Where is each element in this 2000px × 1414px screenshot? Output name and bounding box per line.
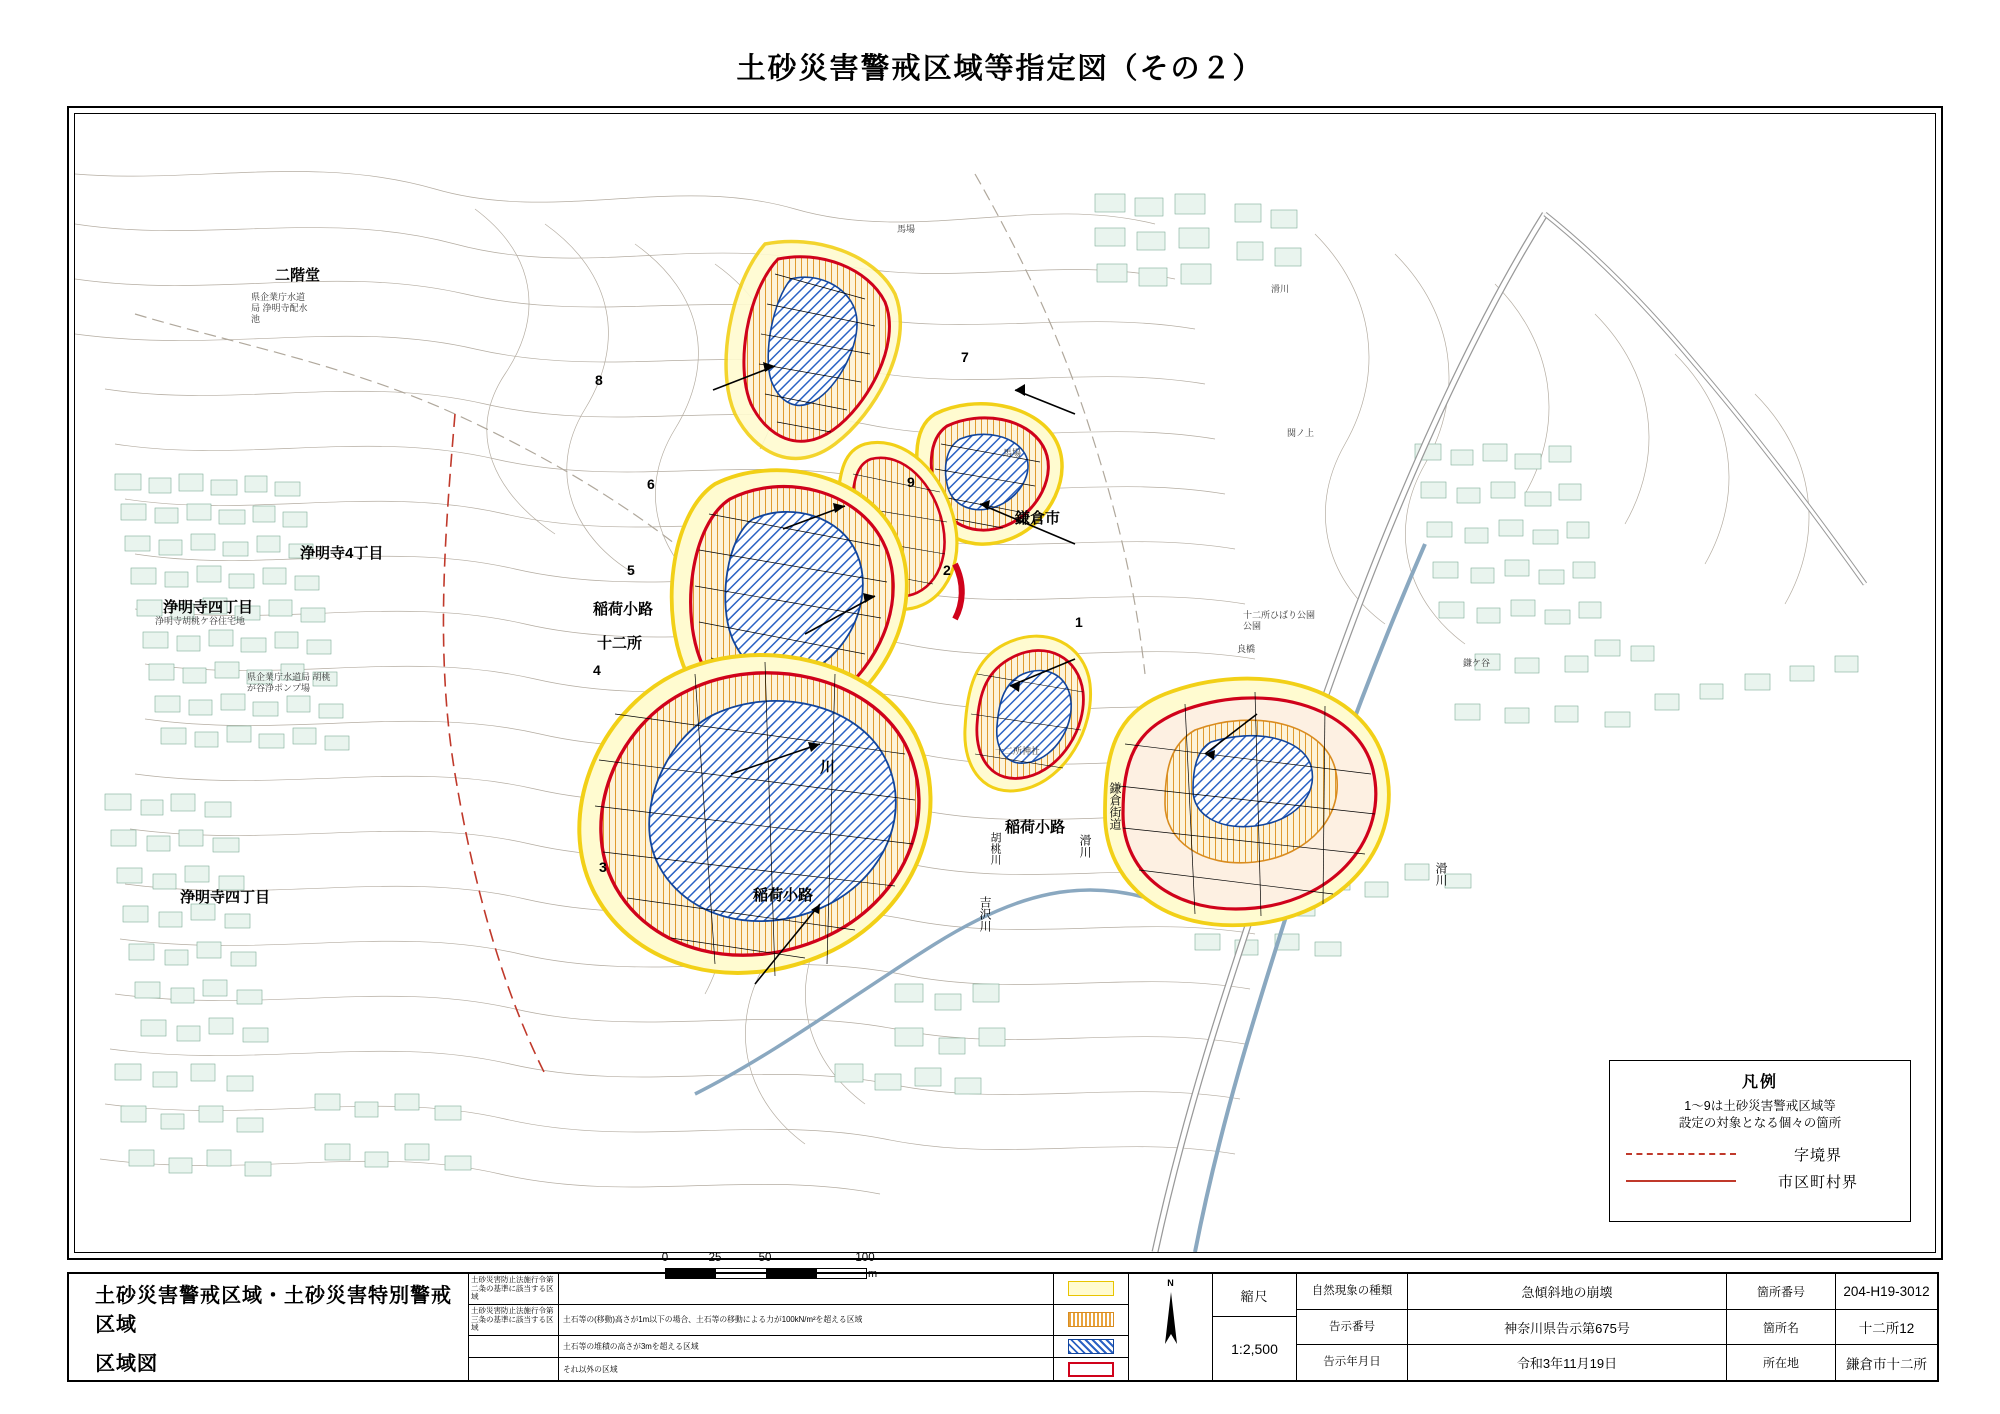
scale-unit: m: [868, 1268, 878, 1280]
classification-swatch-3: [1054, 1358, 1128, 1380]
scale-tick-50: 50: [758, 1252, 772, 1264]
map-label-pump-station: 県企業庁水道局 胡桃が谷浄ポンプ場: [247, 672, 331, 693]
nature-row-type: [1297, 1274, 1726, 1310]
classification-row-2: [469, 1336, 1128, 1359]
nature-key-notice-date: 告示年月日: [1297, 1345, 1408, 1380]
classification-basis-0: 土砂災害防止法施行令第二条の基準に該当する区域: [469, 1274, 559, 1304]
location-key-site-no: 箇所番号: [1727, 1274, 1836, 1309]
scale-tick-0: 0: [661, 1252, 669, 1264]
map-label-baba-a: 馬場: [897, 224, 916, 234]
legend-label-aza: 字境界: [1793, 1146, 1842, 1164]
solid-line-icon: [1626, 1180, 1736, 1182]
nature-row-notice-no: [1297, 1310, 1726, 1346]
dashed-line-icon: [1626, 1153, 1736, 1155]
map-label-yoshihashi: 良橋: [1237, 644, 1256, 654]
classification-basis-2: [469, 1336, 559, 1358]
map-label-nikaido: 二階堂: [275, 267, 321, 284]
classification-table: [469, 1274, 1129, 1380]
swatch-red-icon: [1068, 1362, 1114, 1377]
map-label-namerigawa-b: 滑川: [1078, 834, 1092, 858]
callout-2: 2: [943, 562, 951, 578]
classification-desc-0: [559, 1274, 1054, 1304]
map-label-jomyoji-yonchome-a: 浄明寺四丁目: [163, 599, 254, 616]
location-row-site-no: [1727, 1274, 1937, 1310]
map-frame: [67, 106, 1943, 1260]
nature-value-notice-date: 令和3年11月19日: [1516, 1356, 1618, 1372]
classification-desc-2: 土石等の堆積の高さが3mを超える区域: [559, 1336, 1054, 1358]
map-label-hibari-park: 十二所ひばり公園 公園: [1243, 610, 1316, 631]
callout-1: 1: [1075, 614, 1083, 630]
map-label-kamakura-city: 鎌倉市: [1015, 510, 1061, 527]
callout-9: 9: [907, 474, 915, 490]
legend-row-boundary-municipal: [1610, 1168, 1910, 1195]
map-label-jomyoji-yonchome-b: 浄明寺四丁目: [180, 889, 271, 906]
nature-key-type: 自然現象の種類: [1297, 1274, 1408, 1309]
classification-swatch-1: [1054, 1305, 1128, 1335]
swatch-orange-icon: [1068, 1312, 1114, 1327]
legend-title: 凡例: [1741, 1074, 1778, 1091]
classification-desc-1: 土石等の(移動)高さが1m以下の場合、土石等の移動による力が100kN/m²を超える区域: [559, 1305, 1054, 1335]
scale-tick-100: 100: [855, 1252, 875, 1264]
location-row-site-name: [1727, 1310, 1937, 1346]
nature-value-type: 急傾斜地の崩壊: [1521, 1284, 1613, 1300]
classification-basis-1: 土砂災害防止法施行令第三条の基準に該当する区域: [469, 1305, 559, 1335]
callout-7: 7: [961, 349, 969, 365]
swatch-blue-icon: [1068, 1339, 1114, 1354]
map-label-kamagaya: 鎌ケ谷: [1463, 658, 1491, 668]
legend-box: [1609, 1060, 1911, 1222]
info-map-title-line1: 土砂災害警戒区域・土砂災害特別警戒区域: [95, 1284, 452, 1336]
nature-key-notice-no: 告示番号: [1297, 1310, 1408, 1345]
classification-row-1: [469, 1305, 1128, 1336]
info-table: [67, 1272, 1939, 1382]
classification-basis-3: [469, 1358, 559, 1380]
location-block: [1727, 1274, 1937, 1380]
legend-label-municipal: 市区町村界: [1777, 1173, 1858, 1191]
location-key-site-name: 箇所名: [1727, 1310, 1836, 1345]
info-map-title-line2: 区域図: [95, 1352, 158, 1375]
scale-block: [1213, 1274, 1297, 1380]
page-title: 土砂災害警戒区域等指定図（その２）: [736, 53, 1264, 85]
callout-3: 3: [599, 859, 607, 875]
map-label-namerigawa-c: 滑川: [1434, 862, 1448, 886]
map-label-jomyoji-4chome: 浄明寺4丁目: [300, 545, 384, 562]
info-map-title: [69, 1274, 469, 1380]
scale-value: 1:2,500: [1231, 1340, 1278, 1357]
map-label-kamakura-kaido: 鎌倉街道: [1108, 782, 1122, 830]
nature-row-notice-date: [1297, 1345, 1726, 1380]
map-label-namerigawa-a: 滑川: [1271, 284, 1290, 294]
map-label-kurumigayatsu-housing: 浄明寺胡桃ケ谷住宅地: [155, 616, 246, 626]
callout-8: 8: [595, 372, 603, 388]
nature-block: [1297, 1274, 1727, 1380]
legend-note: [1610, 1098, 1910, 1132]
map-label-water-reservoir: 県企業庁水道局 浄明寺配水池: [251, 292, 308, 324]
map-label-inarikoji-b: 稲荷小路: [753, 887, 814, 904]
map-label-inarikoji-c: 稲荷小路: [1005, 819, 1066, 836]
location-value-site-no: 204-H19-3012: [1843, 1283, 1930, 1299]
callout-5: 5: [627, 562, 635, 578]
location-key-address: 所在地: [1727, 1345, 1836, 1380]
legend-row-boundary-aza: [1610, 1141, 1910, 1168]
legend-note-line2: 設定の対象となる個々の箇所: [1678, 1115, 1842, 1130]
scale-heading: 縮尺: [1213, 1274, 1296, 1317]
legend-note-line1: 1〜9は土砂災害警戒区域等: [1684, 1099, 1836, 1113]
map-viewport[interactable]: [74, 113, 1936, 1253]
map-label-inarikoji-a: 稲荷小路: [593, 601, 654, 618]
classification-swatch-0: [1054, 1274, 1128, 1304]
map-label-sekinoue: 関ノ上: [1287, 428, 1315, 438]
location-value-site-name: 十二所12: [1858, 1321, 1915, 1336]
classification-swatch-2: [1054, 1336, 1128, 1358]
legend-rows: [1610, 1141, 1910, 1195]
scale-tick-25: 25: [708, 1252, 722, 1264]
map-label-yoshizawagawa: 吉沢川: [978, 896, 992, 932]
nature-value-notice-no: 神奈川県告示第675号: [1504, 1320, 1630, 1336]
classification-row-3: [469, 1358, 1128, 1380]
north-label: N: [1167, 1278, 1174, 1288]
classification-desc-3: それ以外の区域: [559, 1358, 1054, 1380]
map-label-kurumigawa: 胡桃川: [989, 832, 1001, 865]
location-row-address: [1727, 1345, 1937, 1380]
north-arrow-block: [1129, 1274, 1213, 1380]
callout-6: 6: [647, 476, 655, 492]
map-label-river-kanji: 川: [820, 759, 836, 776]
callout-4: 4: [593, 662, 601, 678]
map-label-junisho: 十二所: [597, 635, 643, 652]
swatch-yellow-icon: [1068, 1281, 1114, 1296]
location-value-address: 鎌倉市十二所: [1846, 1356, 1927, 1372]
north-arrow-icon: [1158, 1288, 1184, 1350]
classification-row-0: [469, 1274, 1128, 1305]
map-label-junisho-shrine: 十二所神社: [995, 746, 1041, 756]
map-label-baba-b: 馬場: [1003, 448, 1022, 458]
